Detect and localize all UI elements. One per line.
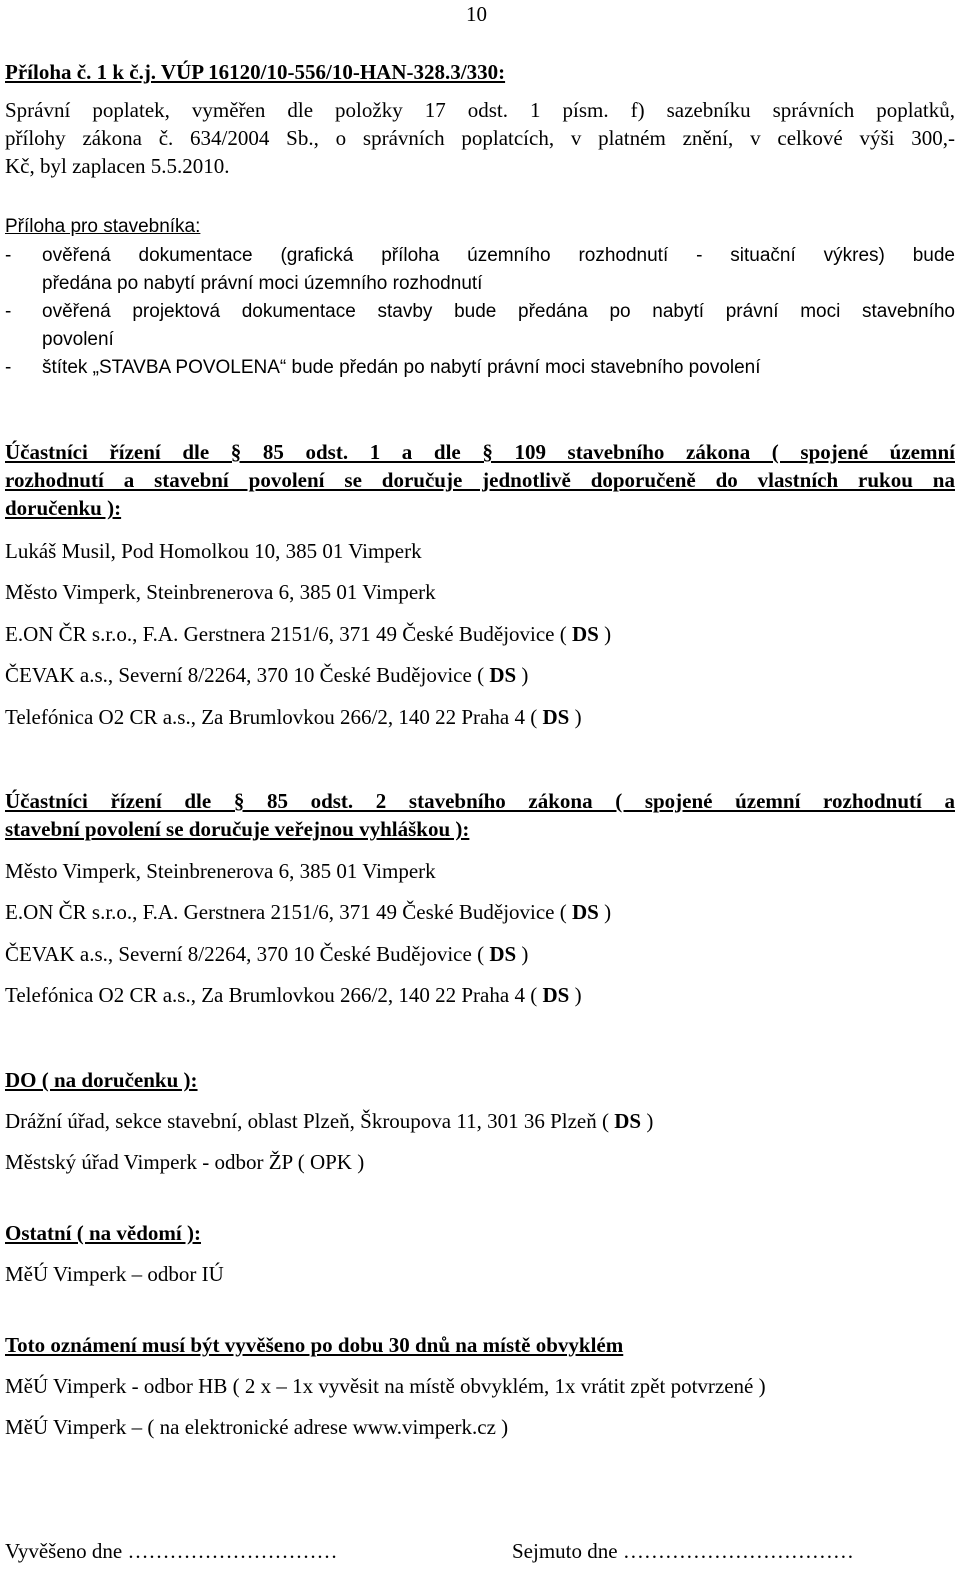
builder-item-1-line-1: ověřená dokumentace (grafická příloha územního rozhodnutí - situační výkres) bude xyxy=(42,245,955,266)
fee-line-3: Kč, byl zaplacen 5.5.2010. xyxy=(5,154,230,178)
recipient-line: Město Vimperk, Steinbrenerova 6, 385 01 Vimperk xyxy=(5,859,436,883)
builder-item-3-line-1: štítek „STAVBA POVOLENA“ bude předán po nabytí právní moci stavebního povolení xyxy=(42,357,761,378)
ds-label: DS xyxy=(542,983,570,1007)
ds-label: DS xyxy=(572,622,599,646)
ds-label: DS xyxy=(572,900,599,924)
builder-item-3 xyxy=(5,354,955,382)
recipient-line: Městský úřad Vimperk - odbor ŽP ( OPK ) xyxy=(5,1150,365,1174)
section1-heading-line-1: Účastníci řízení dle § 85 odst. 1 a dle § 109 stavebního zákona ( spojené územní xyxy=(5,440,955,464)
section5-heading: Toto oznámení musí být vyvěšeno po dobu 30 dnů na místě obvyklém xyxy=(5,1333,624,1357)
builder-item-2-line-2: povolení xyxy=(42,329,114,350)
builder-attachment-heading: Příloha pro stavebníka: xyxy=(5,216,201,237)
ds-label: DS xyxy=(542,705,570,729)
fee-line-1: Správní poplatek, vyměřen dle položky 17 odst. 1 písm. f) sazebníku správních poplatků, xyxy=(5,98,955,122)
recipient-line: Město Vimperk, Steinbrenerova 6, 385 01 Vimperk xyxy=(5,580,436,604)
section2-heading-line-2: stavební povolení se doručuje veřejnou vyhláškou ): xyxy=(5,817,470,841)
section3-heading: DO ( na doručenku ): xyxy=(5,1068,198,1092)
builder-item-1-line-2: předána po nabytí právní moci územního rozhodnutí xyxy=(42,273,483,294)
section-participants-85-1 xyxy=(5,438,955,522)
posted-date-field: Vyvěšeno dne ………………………… xyxy=(5,1539,338,1563)
recipient-line: Lukáš Musil, Pod Homolkou 10, 385 01 Vimperk xyxy=(5,539,422,563)
ds-label: DS xyxy=(489,942,517,966)
builder-item-2 xyxy=(5,298,955,354)
fee-paragraph xyxy=(5,96,955,180)
page-number: 10 xyxy=(466,2,487,26)
recipient-line: ČEVAK a.s., Severní 8/2264, 370 10 České Budějovice ( DS ) xyxy=(5,942,529,966)
section1-heading-line-3: doručenku ): xyxy=(5,496,122,520)
recipient-line: MěÚ Vimperk – ( na elektronické adrese www.vimperk.cz ) xyxy=(5,1415,509,1439)
recipient-line: MěÚ Vimperk – odbor IÚ xyxy=(5,1262,224,1286)
list-dash: - xyxy=(5,245,12,266)
fee-line-2: přílohy zákona č. 634/2004 Sb., o správních poplatcích, v platném znění, v celkové výši 300,- xyxy=(5,126,955,150)
removed-date-field: Sejmuto dne …………………………… xyxy=(512,1539,854,1563)
recipient-line: Telefónica O2 CR a.s., Za Brumlovkou 266/2, 140 22 Praha 4 ( DS ) xyxy=(5,983,582,1007)
recipient-line: Telefónica O2 CR a.s., Za Brumlovkou 266/2, 140 22 Praha 4 ( DS ) xyxy=(5,705,582,729)
ds-label: DS xyxy=(489,663,517,687)
section4-heading: Ostatní ( na vědomí ): xyxy=(5,1221,201,1245)
recipient-line: Drážní úřad, sekce stavební, oblast Plzeň, Škroupova 11, 301 36 Plzeň ( DS ) xyxy=(5,1109,654,1133)
ds-label: DS xyxy=(614,1109,642,1133)
section2-heading-line-1: Účastníci řízení dle § 85 odst. 2 stavebního zákona ( spojené územní rozhodnutí a xyxy=(5,789,955,813)
recipient-line: ČEVAK a.s., Severní 8/2264, 370 10 České Budějovice ( DS ) xyxy=(5,663,529,687)
builder-attachment xyxy=(5,213,955,382)
builder-item-1 xyxy=(5,242,955,298)
list-dash: - xyxy=(5,357,12,378)
recipient-line: MěÚ Vimperk - odbor HB ( 2 x – 1x vyvěsit na místě obvyklém, 1x vrátit zpět potvrzené ) xyxy=(5,1374,766,1398)
attachment-title: Příloha č. 1 k č.j. VÚP 16120/10-556/10-HAN-328.3/330: xyxy=(5,60,506,84)
recipient-line: E.ON ČR s.r.o., F.A. Gerstnera 2151/6, 371 49 České Budějovice ( DS ) xyxy=(5,900,612,924)
section1-heading-line-2: rozhodnutí a stavební povolení se doručuje jednotlivě doporučeně do vlastních rukou na xyxy=(5,468,955,492)
builder-item-2-line-1: ověřená projektová dokumentace stavby bude předána po nabytí právní moci stavebního xyxy=(42,301,955,322)
recipient-line: E.ON ČR s.r.o., F.A. Gerstnera 2151/6, 371 49 České Budějovice ( DS ) xyxy=(5,622,612,646)
list-dash: - xyxy=(5,301,12,322)
section-participants-85-2 xyxy=(5,787,955,843)
